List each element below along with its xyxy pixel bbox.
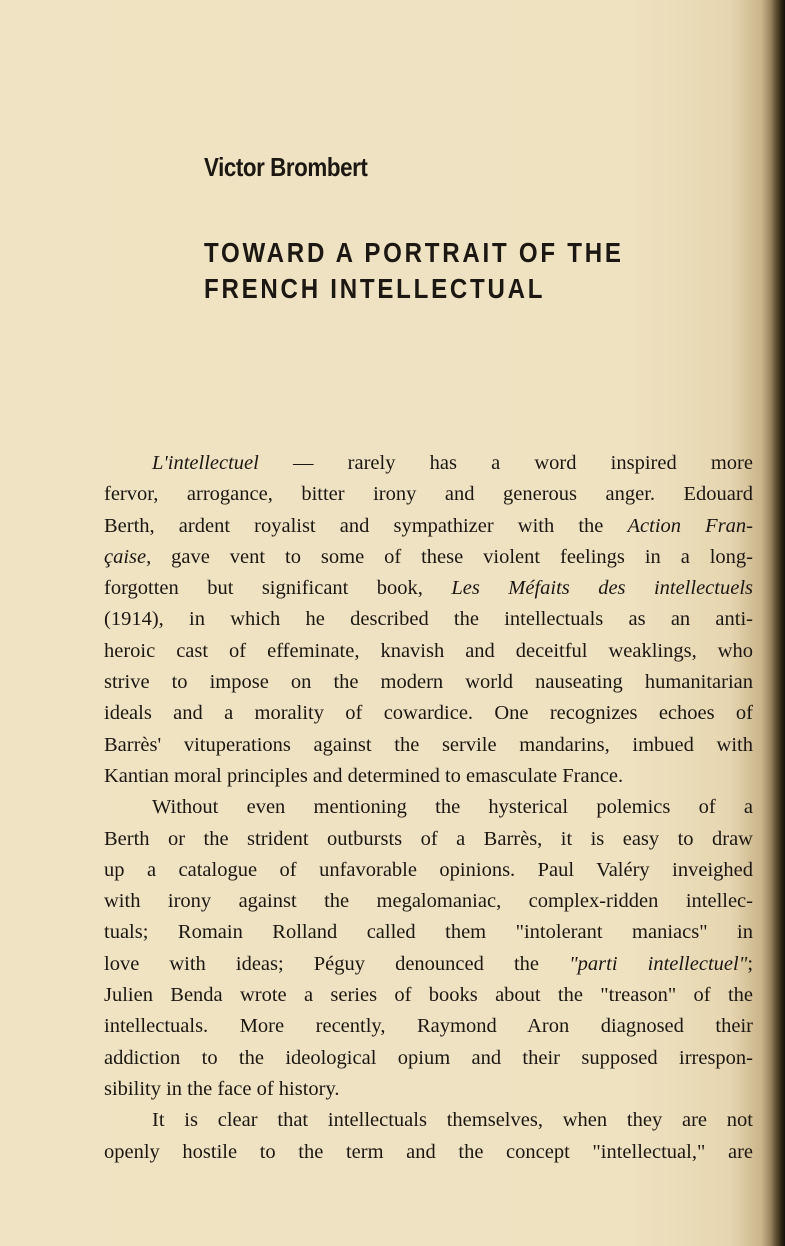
text-run: Julien Benda wrote a series of books about the "treason" of the	[104, 984, 753, 1007]
text-run: up a catalogue of unfavorable opinions. Paul Valéry inveighed	[104, 858, 753, 881]
text-line	[104, 1105, 753, 1136]
author-name: Victor Brombert	[204, 152, 368, 182]
text-line	[104, 792, 753, 823]
text-line	[104, 1043, 753, 1074]
text-line	[104, 1137, 753, 1168]
text-line	[104, 667, 753, 698]
text-run: Without even mentioning the hysterical polemics of a	[152, 796, 753, 819]
text-line	[104, 573, 753, 604]
text-line	[104, 949, 753, 980]
text-run: Berth, ardent royalist and sympathizer with the	[104, 514, 628, 537]
text-line	[104, 730, 753, 761]
text-line	[104, 917, 753, 948]
text-line	[104, 542, 753, 573]
chapter-title-line-1: TOWARD A PORTRAIT OF THE	[204, 237, 624, 268]
text-line	[104, 824, 753, 855]
text-line	[104, 980, 753, 1011]
text-run: openly hostile to the term and the concept "intellectual," are	[104, 1140, 753, 1163]
text-run: Berth or the strident outbursts of a Barrès, it is easy to draw	[104, 827, 753, 850]
text-line	[104, 448, 753, 479]
text-run: — rarely has a word inspired more	[258, 452, 753, 474]
chapter-title-line-2: FRENCH INTELLECTUAL	[204, 273, 546, 304]
text-run: forgotten but significant book,	[104, 577, 452, 600]
chapter-title	[204, 235, 624, 307]
text-run: love with ideas; Péguy denounced the	[104, 952, 570, 975]
text-line	[104, 698, 753, 729]
text-line	[104, 1074, 753, 1105]
text-run: (1914), in which he described the intellectuals as an anti-	[104, 608, 753, 631]
italic-text: "parti intellectuel"	[569, 952, 748, 975]
text-line	[104, 761, 753, 792]
text-run: ;	[747, 952, 754, 975]
italic-text: Action Fran-	[627, 514, 753, 537]
text-line	[104, 511, 753, 542]
text-run: intellectuals. More recently, Raymond Aron diagnosed their	[104, 1015, 753, 1038]
text-line	[104, 604, 753, 635]
text-line	[104, 479, 753, 510]
italic-text: çaise,	[104, 545, 152, 568]
text-run: ideals and a morality of cowardice. One recognizes echoes of	[104, 702, 753, 725]
text-run: Barrès' vituperations against the servile mandarins, imbued with	[104, 733, 753, 756]
text-run: It is clear that intellectuals themselves, when they are not	[152, 1109, 753, 1132]
text-line	[104, 886, 753, 917]
italic-text: L'intellectuel	[152, 452, 259, 474]
body-text	[104, 448, 753, 1168]
text-run: fervor, arrogance, bitter irony and generous anger. Edouard	[104, 483, 753, 506]
text-line	[104, 1011, 753, 1042]
text-run: strive to impose on the modern world nauseating humanitarian	[104, 671, 753, 694]
text-run: sibility in the face of history.	[104, 1077, 340, 1100]
text-run: gave vent to some of these violent feelings in a long-	[151, 545, 753, 568]
text-run: with irony against the megalomaniac, complex-ridden intellec-	[104, 890, 753, 913]
text-run: Kantian moral principles and determined to emasculate France.	[104, 764, 624, 787]
page-edge-shadow	[771, 0, 785, 1246]
italic-text: Les Méfaits des intellectuels	[451, 577, 753, 600]
text-run: heroic cast of effeminate, knavish and deceitful weaklings, who	[104, 639, 753, 662]
text-run: tuals; Romain Rolland called them "intolerant maniacs" in	[104, 921, 753, 944]
text-line	[104, 636, 753, 667]
text-run: addiction to the ideological opium and their supposed irrespon-	[104, 1046, 753, 1069]
text-line	[104, 855, 753, 886]
